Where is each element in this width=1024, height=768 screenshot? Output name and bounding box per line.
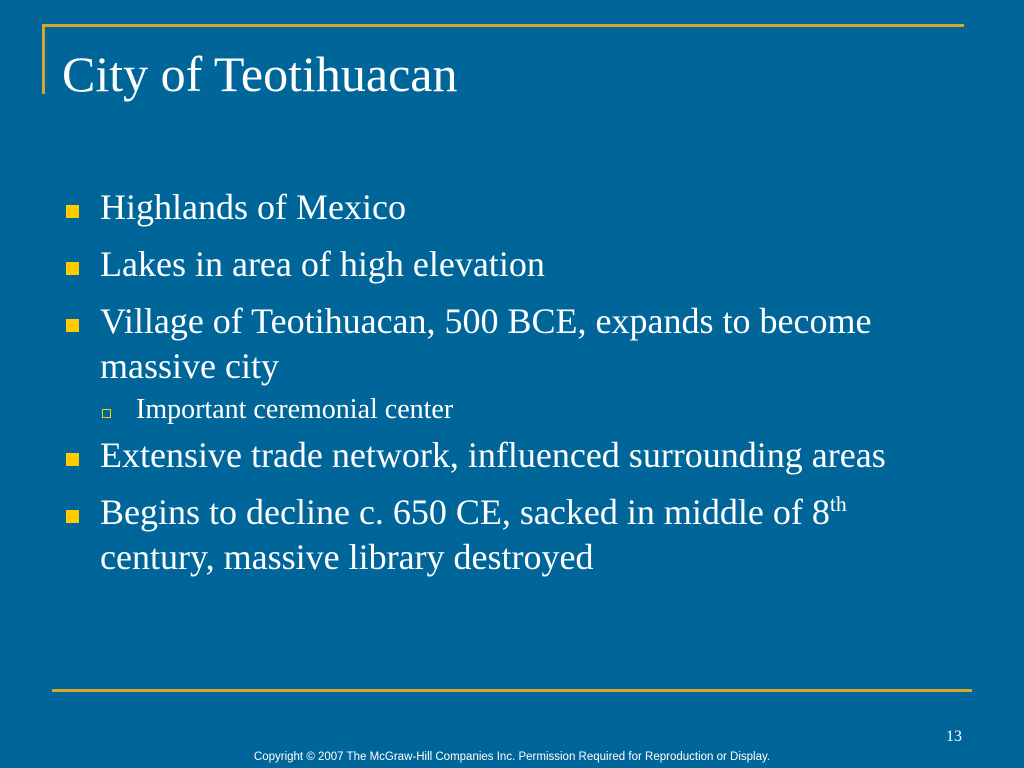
- ordinal-superscript: th: [829, 492, 847, 516]
- sub-bullet-item: [62, 392, 962, 428]
- square-bullet-icon: [66, 510, 79, 523]
- bottom-accent-line: [52, 689, 972, 692]
- square-bullet-icon: [66, 205, 79, 218]
- bullet-text-part: Begins to decline c. 650 CE, sacked in middle of 8: [100, 492, 830, 532]
- bullet-text-part: century, massive library destroyed: [100, 537, 594, 577]
- square-bullet-icon: [66, 453, 79, 466]
- bullet-text: Lakes in area of high elevation: [100, 244, 545, 284]
- hollow-square-bullet-icon: [102, 409, 111, 418]
- bullet-text: Extensive trade network, influenced surrounding areas: [100, 435, 886, 475]
- bullet-item: [62, 185, 962, 230]
- bullet-item: [62, 433, 962, 478]
- left-accent-line: [42, 24, 45, 94]
- bullet-text: Highlands of Mexico: [100, 187, 406, 227]
- sub-bullet-text: Important ceremonial center: [136, 394, 454, 425]
- page-number: 13: [946, 728, 962, 745]
- bullet-item: [62, 299, 962, 389]
- square-bullet-icon: [66, 262, 79, 275]
- bullet-item: [62, 490, 962, 580]
- bullet-text: Village of Teotihuacan, 500 BCE, expands to become massive city: [100, 301, 872, 386]
- bullet-item: [62, 242, 962, 287]
- top-accent-line: [42, 24, 964, 27]
- slide-title: City of Teotihuacan: [62, 46, 458, 102]
- copyright-notice: Copyright © 2007 The McGraw-Hill Companies Inc. Permission Required for Reproduction or Display.: [253, 751, 771, 763]
- square-bullet-icon: [66, 319, 79, 332]
- slide-body: [62, 185, 962, 580]
- bullet-text: [100, 492, 847, 577]
